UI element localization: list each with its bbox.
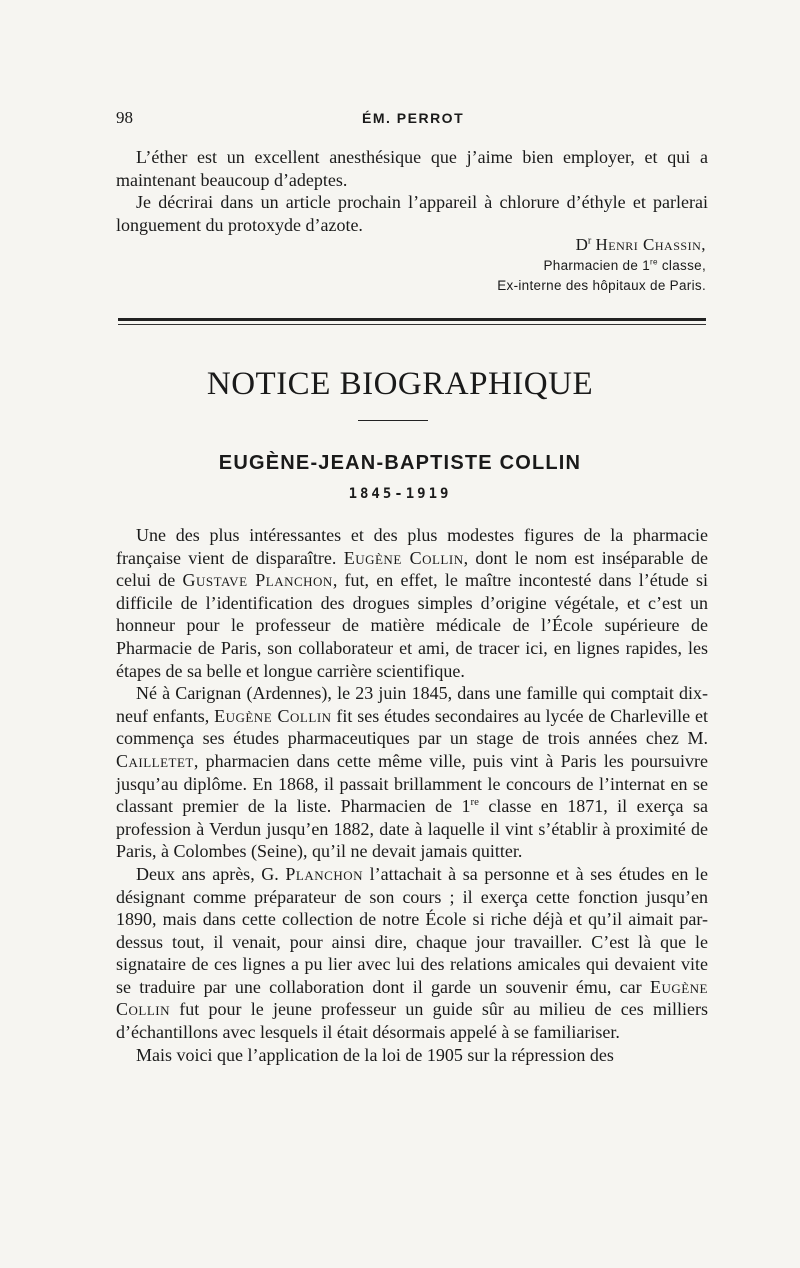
intro-paragraph-2: Je décrirai dans un article prochain l’appareil à chlorure d’éthyle et parlerai longuement du protoxyde d’azote. (116, 192, 708, 235)
p2-name-collin: Eugène Collin (214, 705, 332, 726)
section-title: NOTICE BIOGRAPHIQUE (206, 366, 594, 402)
signature-qualification-text-end: classe, (657, 258, 706, 273)
signature-qualification-text: Pharmacien de 1 (543, 258, 651, 273)
body-paragraph-2 (116, 682, 708, 863)
p3-text-a: Deux ans après, G. (136, 863, 286, 884)
signature-qualification (497, 256, 706, 276)
p3-name-collin: Eugène Collin (116, 976, 708, 1020)
p2-text-d: classe en 1871, il exerça sa profession à Verdun jusqu’en 1882, date à laquelle il vint s’établir à proximité de Paris, à Colombes (Seine), qu’il ne devait jamais quitter. (116, 796, 708, 862)
signature-title-sup: r (587, 235, 592, 247)
p1-name-planchon: Gustave Planchon (182, 570, 333, 591)
page-number: 98 (116, 108, 133, 127)
section-divider-thick (118, 318, 706, 321)
body-paragraph-4: Mais voici que l’application de la loi de 1905 sur la répression des (136, 1044, 614, 1065)
p1-name-collin: Eugène Collin (343, 547, 464, 568)
p1-text-c: , fut, en effet, le maître incontesté dans l’étude si difficile de l’identification des drogues simples d’origine végétale, et c’est un honneur pour le professeur de matière médicale de l’École supérieure de Pharmacie de Paris, son collaborateur et ami, de tracer ici, en lignes rapides, les étapes de sa belle et longue carrière scientifique. (116, 570, 708, 681)
p2-text-b: fit ses études secondaires au lycée de Charleville et commença ses études pharmaceutiques par un stage de trois années chez M. (116, 705, 708, 749)
p2-superscript: re (470, 796, 479, 809)
p2-text-a: Né à Carignan (Ardennes), le 23 juin 1845, dans une famille qui comptait dix-neuf enfants, (116, 683, 708, 726)
body-paragraph-1 (116, 524, 708, 682)
p1-text-a: Une des plus intéressantes et des plus modestes figures de la pharmacie française vient de disparaître. (116, 525, 708, 568)
p3-name-planchon: Planchon (285, 863, 363, 884)
p2-text-c: , pharmacien dans cette même ville, puis vint à Paris les poursuivre jusqu’au diplôme. En 1868, il passait brillamment le concours de l’internat en se classant premier de la liste. Pharmacien de 1 (116, 750, 708, 817)
subject-name: EUGÈNE-JEAN-BAPTISTE COLLIN (218, 452, 582, 474)
running-title: ÉM. PERROT (362, 110, 465, 126)
body-paragraph-3 (116, 863, 708, 1044)
signature-block (497, 234, 706, 296)
signature-title: D (575, 235, 588, 254)
section-divider-thin (118, 324, 706, 325)
title-underline (358, 420, 428, 421)
signature-affiliation: Ex-interne des hôpitaux de Paris. (497, 278, 706, 293)
running-head (116, 108, 706, 132)
intro-paragraph-1: L’éther est un excellent anesthésique que j’aime bien employer, et qui a maintenant beaucoup d’adeptes. (116, 147, 708, 190)
p3-text-c: fut pour le jeune professeur un guide sûr au milieu de ces milliers d’échantillons avec lesquels il était désormais appelé à se familiariser. (116, 999, 708, 1043)
p2-name-cailletet: Cailletet (116, 750, 194, 771)
signature-qualification-sup: re (650, 257, 658, 267)
signature-name (497, 234, 706, 256)
p3-text-b: l’attachait à sa personne et à ses études en le désignant comme préparateur de son cours ; il exerça cette fonction jusqu’en 1890, mais dans cette collection de notre École si riche déjà et qu’il aimait par-dessus tout, il venait, pour ainsi dire, chaque jour travailler. C’est là que le signataire de ces lignes a pu lier avec lui des relations amicales qui devaient vite se traduire par une collaboration dont il garde un souvenir ému, car (116, 863, 708, 997)
intro-text (116, 146, 708, 236)
p1-text-b: , dont le nom est inséparable de celui de (116, 547, 708, 591)
life-dates: 1845-1919 (348, 486, 452, 502)
biography-text (116, 524, 708, 1066)
signature-author: Henri Chassin, (595, 235, 706, 254)
